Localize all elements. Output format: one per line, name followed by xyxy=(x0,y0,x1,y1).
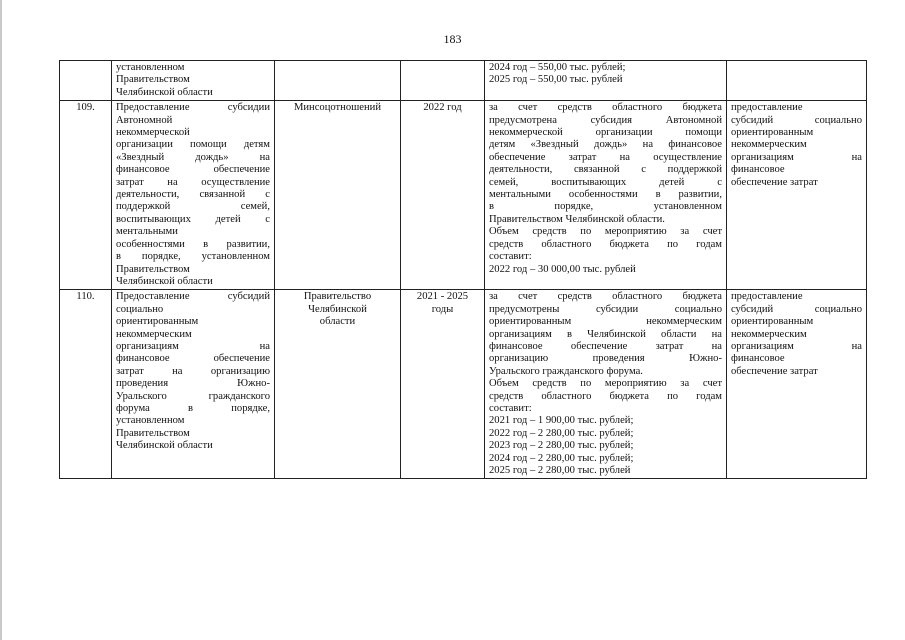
cell-line: Правительством xyxy=(116,427,190,439)
cell-line: Предоставление субсидии xyxy=(116,102,270,114)
cell-line: в порядке, установленном xyxy=(489,201,722,213)
term-cell xyxy=(401,101,485,290)
cell-line: 2024 год – 2 280,00 тыс. рублей; xyxy=(489,452,634,464)
cell-line: ментальными особенностями в развитии, xyxy=(489,189,722,201)
cell-line: 2025 год – 2 280,00 тыс. рублей xyxy=(489,465,631,476)
cell-line: деятельности, связанной с xyxy=(116,189,270,201)
cell-line: субсидий социально xyxy=(731,114,862,126)
row-number-cell: 110. xyxy=(60,290,112,479)
cell-line: Автономной xyxy=(116,114,173,126)
cell-line: установленном xyxy=(116,415,185,427)
cell-line: Предоставление субсидий xyxy=(116,291,270,303)
cell-line: Уральского гражданского xyxy=(116,390,270,402)
result-cell xyxy=(727,101,867,290)
cell-line: средств областного бюджета по годам xyxy=(489,390,722,402)
cell-line: некоммерческим xyxy=(731,328,807,340)
cell-line: форума в порядке, xyxy=(116,402,270,414)
cell-line: финансовое обеспечение xyxy=(116,164,270,176)
cell-line: предоставление xyxy=(731,102,803,114)
cell-line: субсидий социально xyxy=(731,303,862,315)
cell-line: Минсоцотношений xyxy=(293,102,382,114)
cell-line: организациям в Челябинской области на xyxy=(489,328,722,340)
measures-table xyxy=(59,60,867,479)
cell-line: семей, воспитывающих детей с xyxy=(489,176,722,188)
cell-line: Объем средств по мероприятию за счет xyxy=(489,226,722,238)
table-row xyxy=(60,101,867,290)
cell-line: 2021 - 2025 xyxy=(416,291,469,303)
row-number-cell: 109. xyxy=(60,101,112,290)
cell-line: обеспечение затрат на осуществление xyxy=(489,151,722,163)
cell-line: установленном xyxy=(116,62,185,73)
cell-line: «Звездный дождь» на xyxy=(116,151,270,163)
cell-line: Объем средств по мероприятию за счет xyxy=(489,378,722,390)
cell-line: организациям на xyxy=(731,340,862,352)
result-cell xyxy=(727,61,867,101)
cell-line: 2021 год – 1 900,00 тыс. рублей; xyxy=(489,415,634,427)
cell-line: предусмотрены субсидии социально xyxy=(489,303,722,315)
cell-line: некоммерческой xyxy=(116,127,190,139)
cell-line: некоммерческой организации помощи xyxy=(489,127,722,139)
cell-line: обеспечение затрат xyxy=(731,176,818,188)
cell-line: ментальными xyxy=(116,226,178,238)
cell-line: финансовое обеспечение xyxy=(116,353,270,365)
cell-line: организациям на xyxy=(731,151,862,163)
cell-line: ориентированным xyxy=(731,127,814,139)
cell-line: за счет средств областного бюджета xyxy=(489,291,722,303)
executor-cell xyxy=(275,61,401,101)
cell-line: финансовое xyxy=(731,164,785,176)
measure-name-cell xyxy=(112,290,275,479)
description-cell xyxy=(485,61,727,101)
cell-line: в порядке, установленном xyxy=(116,251,270,263)
cell-line: составит: xyxy=(489,251,532,263)
measure-name-cell xyxy=(112,101,275,290)
cell-line: составит: xyxy=(489,402,532,414)
cell-line: деятельности, связанной с поддержкой xyxy=(489,164,722,176)
cell-line: Правительством xyxy=(116,74,190,86)
row-number-cell xyxy=(60,61,112,101)
cell-line: 2025 год – 550,00 тыс. рублей xyxy=(489,74,623,86)
cell-line: Правительство xyxy=(303,291,372,303)
cell-line: некоммерческим xyxy=(116,328,192,340)
cell-line: воспитывающих детей с xyxy=(116,213,270,225)
cell-line: ориентированным некоммерческим xyxy=(489,316,722,328)
scan-edge-line xyxy=(0,0,2,640)
term-cell xyxy=(401,61,485,101)
cell-line: предусмотрена субсидия Автономной xyxy=(489,114,722,126)
cell-line: социально xyxy=(116,303,164,315)
cell-line: 2022 год – 30 000,00 тыс. рублей xyxy=(489,263,636,275)
description-cell xyxy=(485,290,727,479)
cell-line: области xyxy=(319,316,356,328)
cell-line: предоставление xyxy=(731,291,803,303)
cell-line: финансовое обеспечение затрат на xyxy=(489,340,722,352)
cell-line: Челябинской области xyxy=(116,440,213,452)
page-number: 183 xyxy=(443,32,462,46)
cell-line: проведения Южно- xyxy=(116,378,270,390)
cell-line: Правительством xyxy=(116,263,190,275)
cell-line: 2022 год – 2 280,00 тыс. рублей; xyxy=(489,427,634,439)
cell-line: детям «Звездный дождь» на финансовое xyxy=(489,139,722,151)
table-row xyxy=(60,290,867,479)
cell-line: Челябинской области xyxy=(116,86,213,98)
executor-cell xyxy=(275,101,401,290)
cell-line: поддержкой семей, xyxy=(116,201,270,213)
cell-line: годы xyxy=(431,303,454,315)
cell-line: организациям на xyxy=(116,340,270,352)
cell-line: особенностями в развитии, xyxy=(116,238,270,250)
cell-line: Уральского гражданского форума. xyxy=(489,365,643,377)
cell-line: ориентированным xyxy=(731,316,814,328)
cell-line: Правительством Челябинской области. xyxy=(489,213,665,225)
cell-line: 2022 год xyxy=(423,102,462,114)
cell-line: 2023 год – 2 280,00 тыс. рублей; xyxy=(489,440,634,452)
cell-line: организацию проведения Южно- xyxy=(489,353,722,365)
cell-line: средств областного бюджета по годам xyxy=(489,238,722,250)
table-body xyxy=(60,61,867,479)
description-cell xyxy=(485,101,727,290)
cell-line: затрат на осуществление xyxy=(116,176,270,188)
measure-name-cell xyxy=(112,61,275,101)
result-cell xyxy=(727,290,867,479)
cell-line: ориентированным xyxy=(116,316,199,328)
cell-line: за счет средств областного бюджета xyxy=(489,102,722,114)
executor-cell xyxy=(275,290,401,479)
cell-line: организации помощи детям xyxy=(116,139,270,151)
term-cell xyxy=(401,290,485,479)
table-row xyxy=(60,61,867,101)
cell-line: Челябинской области xyxy=(116,275,213,287)
cell-line: обеспечение затрат xyxy=(731,365,818,377)
cell-line: Челябинской xyxy=(308,303,367,315)
cell-line: некоммерческим xyxy=(731,139,807,151)
cell-line: финансовое xyxy=(731,353,785,365)
cell-line: затрат на организацию xyxy=(116,365,270,377)
cell-line: 2024 год – 550,00 тыс. рублей; xyxy=(489,62,626,73)
